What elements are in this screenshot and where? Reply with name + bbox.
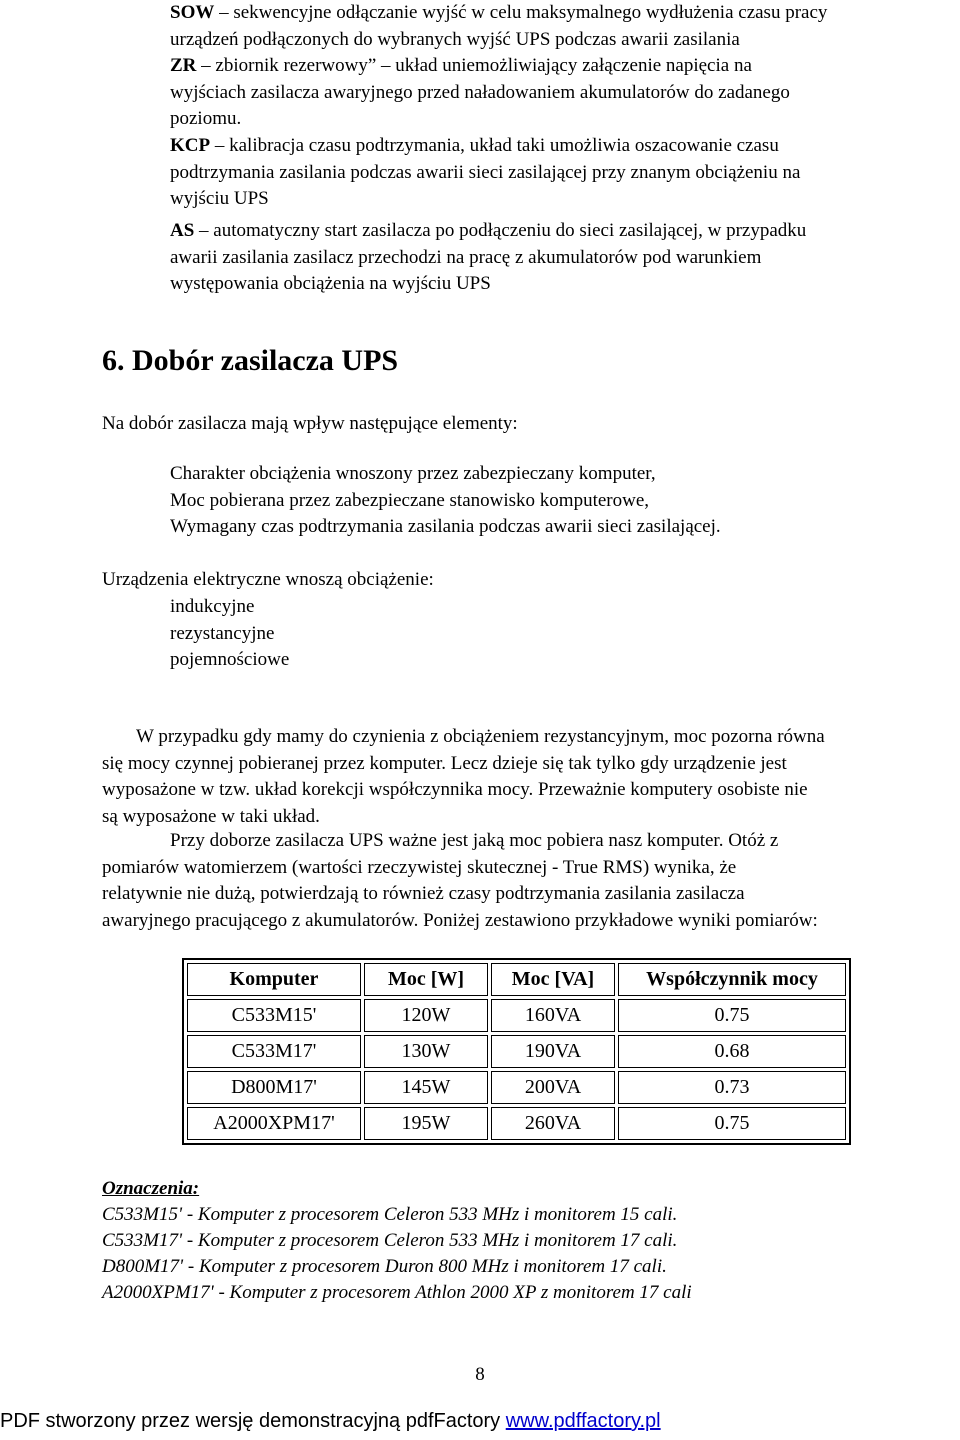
definition-abbr: KCP bbox=[170, 135, 211, 156]
table-cell: D800M17' bbox=[187, 1071, 361, 1104]
table-header: Moc [W] bbox=[364, 963, 488, 996]
definition-text: awarii zasilania zasilacz przechodzi na pracę z akumulatorów pod warunkiem bbox=[170, 246, 762, 268]
table-header: Komputer bbox=[187, 963, 361, 996]
table-cell: 0.75 bbox=[618, 999, 846, 1032]
definition-sow bbox=[170, 0, 827, 53]
table-cell: 190VA bbox=[491, 1035, 615, 1068]
table-header: Moc [VA] bbox=[491, 963, 615, 996]
legend bbox=[102, 1176, 692, 1306]
table-cell: A2000XPM17' bbox=[187, 1107, 361, 1140]
paragraph-resistive-load bbox=[102, 724, 825, 830]
definition-abbr: AS bbox=[170, 220, 195, 241]
list-item: pojemnościowe bbox=[170, 649, 290, 670]
definition-text: wyjściu UPS bbox=[170, 188, 269, 209]
pdf-footer bbox=[0, 1410, 661, 1433]
definition-text: poziomu. bbox=[170, 108, 242, 129]
table-cell: C533M15' bbox=[187, 999, 361, 1032]
definition-text: – kalibracja czasu podtrzymania, układ taki umożliwia oszacowanie czasu bbox=[210, 135, 779, 156]
table-cell: 200VA bbox=[491, 1071, 615, 1104]
paragraph-line: Przy doborze zasilacza UPS ważne jest jaką moc pobiera nasz komputer. Otóż z bbox=[170, 830, 779, 851]
legend-item: D800M17' - Komputer z procesorem Duron 800 MHz i monitorem 17 cali. bbox=[102, 1256, 667, 1277]
definition-kcp bbox=[170, 133, 800, 213]
paragraph-line: relatywnie nie dużą, potwierdzają to również czasy podtrzymania zasilania zasilacza bbox=[102, 883, 745, 904]
list-item: rezystancyjne bbox=[170, 622, 275, 644]
section-heading: 6. Dobór zasilacza UPS bbox=[102, 344, 399, 377]
table-cell: 195W bbox=[364, 1107, 488, 1140]
table-cell: 0.73 bbox=[618, 1071, 846, 1104]
list-item: Wymagany czas podtrzymania zasilania podczas awarii sieci zasilającej. bbox=[170, 516, 721, 537]
list-item: Charakter obciążenia wnoszony przez zabezpieczany komputer, bbox=[170, 463, 656, 484]
factors-list bbox=[170, 461, 721, 541]
table-row bbox=[187, 1035, 846, 1068]
definition-abbr: ZR bbox=[170, 55, 197, 76]
section-intro: Na dobór zasilacza mają wpływ następujące elementy: bbox=[102, 413, 518, 434]
table-header-row bbox=[187, 963, 846, 996]
definition-as bbox=[170, 218, 806, 298]
legend-title: Oznaczenia: bbox=[102, 1178, 200, 1199]
paragraph-power-measurement bbox=[102, 828, 818, 934]
table-cell: 120W bbox=[364, 999, 488, 1032]
legend-item: C533M17' - Komputer z procesorem Celeron 533 MHz i monitorem 17 cali. bbox=[102, 1230, 678, 1251]
footer-text: PDF stworzony przez wersję demonstracyjną pdfFactory bbox=[0, 1410, 506, 1432]
definition-text: występowania obciążenia na wyjściu UPS bbox=[170, 273, 491, 294]
table-row bbox=[187, 1071, 846, 1104]
table-header: Współczynnik mocy bbox=[618, 963, 846, 996]
page-number: 8 bbox=[475, 1364, 485, 1385]
definition-text: – automatyczny start zasilacza po podłączeniu do sieci zasilającej, w przypadku bbox=[194, 220, 807, 241]
definition-abbr: SOW bbox=[170, 2, 215, 23]
paragraph-line: W przypadku gdy mamy do czynienia z obciążeniem rezystancyjnym, moc pozorna równa bbox=[136, 726, 825, 747]
paragraph-line: są wyposażone w taki układ. bbox=[102, 805, 320, 827]
table-cell: 160VA bbox=[491, 999, 615, 1032]
legend-item: A2000XPM17' - Komputer z procesorem Athlon 2000 XP z monitorem 17 cali bbox=[102, 1282, 692, 1303]
measurement-table bbox=[182, 958, 851, 1145]
definition-text: podtrzymania zasilania podczas awarii sieci zasilającej przy znanym obciążeniu na bbox=[170, 161, 801, 183]
footer-link[interactable]: www.pdffactory.pl bbox=[505, 1410, 661, 1432]
table-row bbox=[187, 1107, 846, 1140]
table-cell: 130W bbox=[364, 1035, 488, 1068]
definition-text: urządzeń podłączonych do wybranych wyjść UPS podczas awarii zasilania bbox=[170, 28, 740, 50]
paragraph-line: awaryjnego pracującego z akumulatorów. Poniżej zestawiono przykładowe wyniki pomiarów: bbox=[102, 909, 818, 931]
paragraph-line: wyposażone w tzw. układ korekcji współczynnika mocy. Przeważnie komputery osobiste nie bbox=[102, 779, 808, 800]
paragraph-line: pomiarów watomierzem (wartości rzeczywistej skutecznej - True RMS) wynika, że bbox=[102, 856, 737, 878]
table-cell: 0.75 bbox=[618, 1107, 846, 1140]
table-cell: 260VA bbox=[491, 1107, 615, 1140]
list-item: Moc pobierana przez zabezpieczane stanowisko komputerowe, bbox=[170, 489, 650, 511]
table-cell: C533M17' bbox=[187, 1035, 361, 1068]
loads-intro: Urządzenia elektryczne wnoszą obciążenie: bbox=[102, 569, 434, 590]
paragraph-line: się mocy czynnej pobieranej przez komputer. Lecz dzieje się tak tylko gdy urządzenie jest bbox=[102, 752, 787, 774]
definition-text: – zbiornik rezerwowy” – układ uniemożliwiający załączenie napięcia na bbox=[196, 55, 752, 76]
definition-text: – sekwencyjne odłączanie wyjść w celu maksymalnego wydłużenia czasu pracy bbox=[214, 2, 828, 23]
table-cell: 0.68 bbox=[618, 1035, 846, 1068]
definition-zr bbox=[170, 53, 790, 133]
list-item: indukcyjne bbox=[170, 596, 255, 617]
loads-list bbox=[170, 594, 289, 674]
legend-item: C533M15' - Komputer z procesorem Celeron 533 MHz i monitorem 15 cali. bbox=[102, 1204, 678, 1225]
table-row bbox=[187, 999, 846, 1032]
definition-text: wyjściach zasilacza awaryjnego przed naładowaniem akumulatorów do zadanego bbox=[170, 81, 790, 103]
table-cell: 145W bbox=[364, 1071, 488, 1104]
